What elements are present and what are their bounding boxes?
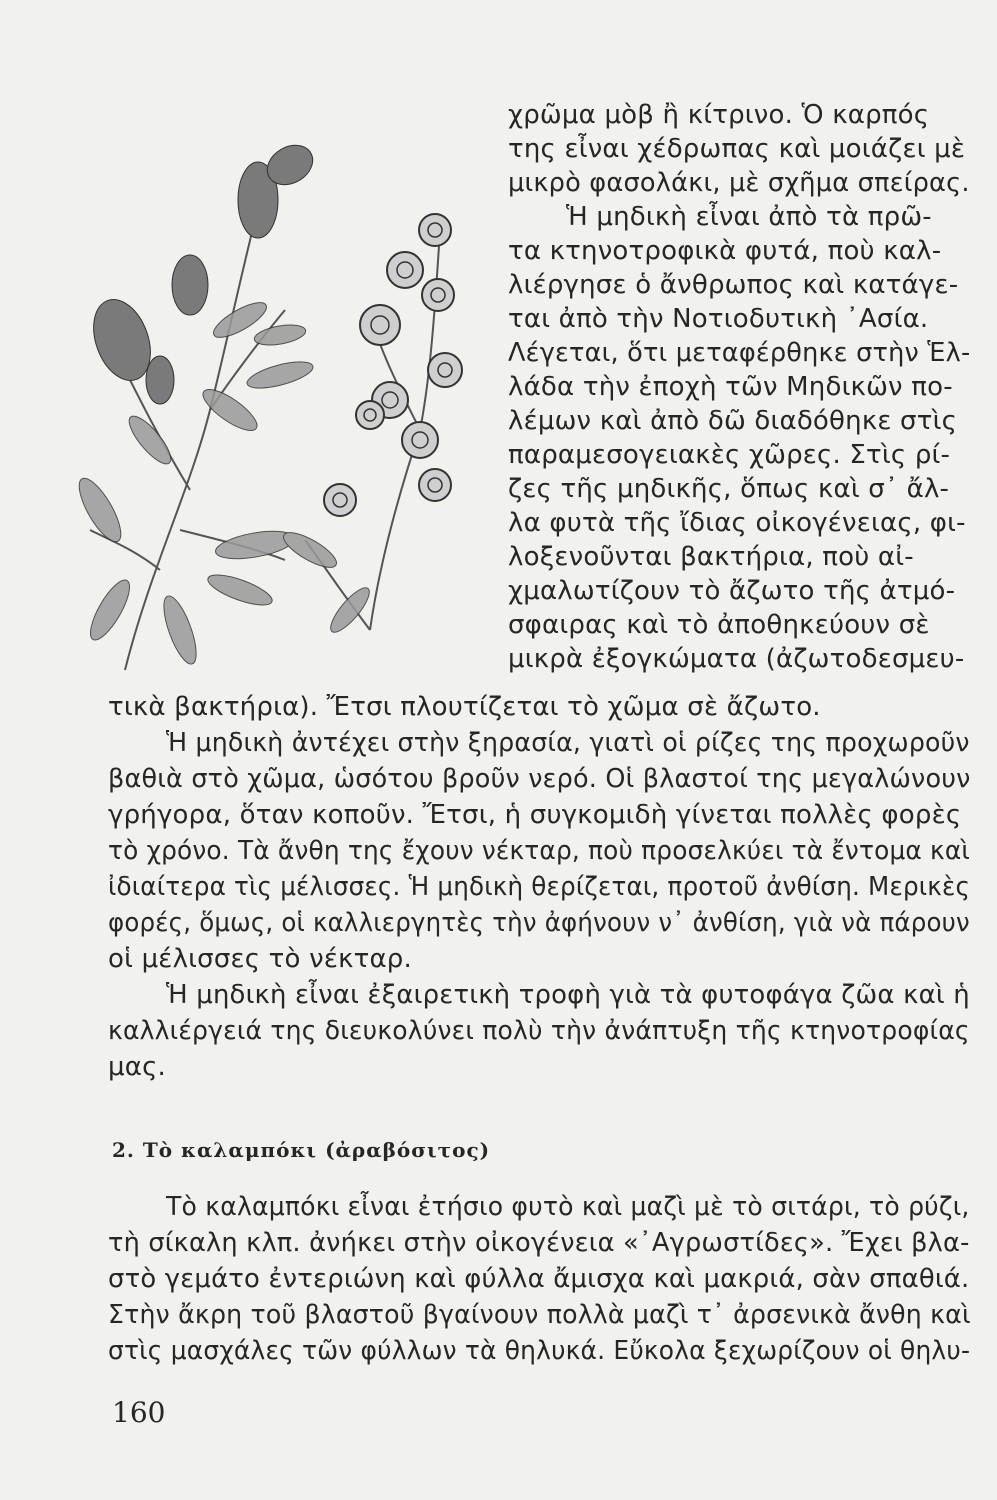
leaf [253, 322, 307, 349]
leaf [205, 569, 276, 611]
text-line: τα κτηνοτροφικὰ φυτά, ποὺ καλ- [508, 236, 942, 266]
text-line: χμαλωτίζουν τὸ ἄζωτο τῆς ἀτμό- [508, 576, 956, 606]
text-line: οἱ μέλισσες τὸ νέκταρ. [108, 944, 412, 974]
leaf [214, 526, 297, 564]
text-line: παραμεσογειακὲς χῶρες. Στὶς ρί- [508, 440, 951, 470]
text-line: γρήγορα, ὅταν κοποῦν. Ἔτσι, ἡ συγκομιδὴ γίνεται πολλὲς φορὲς [108, 800, 962, 830]
text-line: ζες τῆς μηδικῆς, ὅπως καὶ σ᾿ ἄλ- [508, 474, 950, 504]
text-line: μικρὰ ἐξογκώματα (ἀζωτοδεσμευ- [508, 644, 965, 674]
text-line: βαθιὰ στὸ χῶμα, ὡσότου βροῦν νερό. Οἱ βλαστοί της μεγαλώνουν [108, 764, 971, 794]
text-line: τικὰ βακτήρια). Ἔτσι πλουτίζεται τὸ χῶμα σὲ ἄζωτο. [108, 692, 821, 722]
text-line: στὸ γεμάτο ἐντεριώνη καὶ φύλλα ἄμισχα καὶ μακριά, σὰν σπαθιά. [108, 1264, 970, 1294]
text-line: λάδα τὴν ἐποχὴ τῶν Μηδικῶν πο- [508, 372, 953, 402]
alfalfa-illustration [40, 110, 490, 700]
text-line: σφαιρας καὶ τὸ ἀποθηκεύουν σὲ [508, 610, 930, 640]
text-line: λέμων καὶ ἀπὸ δῶ διαδόθηκε στὶς [508, 406, 958, 436]
leaf [279, 526, 341, 573]
text-line: μικρὸ φασολάκι, μὲ σχῆμα σπείρας. [508, 168, 970, 198]
seed-pod [422, 279, 454, 311]
text-line: φορές, ὅμως, οἱ καλλιεργητὲς τὴν ἀφήνουν ν᾿ ἀνθίση, γιὰ νὰ πάρουν [108, 908, 970, 938]
text-line: Ἡ μηδικὴ εἶναι ἐξαιρετικὴ τροφὴ γιὰ τὰ φυτοφάγα ζῶα καὶ ἡ [166, 980, 970, 1010]
text-line: ται ἀπὸ τὴν Νοτιοδυτικὴ ᾿Ασία. [508, 304, 929, 334]
seed-pod [419, 469, 451, 501]
seed-pod [419, 214, 451, 246]
text-line: μας. [108, 1052, 167, 1082]
page-number: 160 [112, 1396, 166, 1429]
text-line: λα φυτὰ τῆς ἴδιας οἰκογένειας, φι- [508, 508, 966, 538]
leaf [197, 383, 262, 438]
text-line: Ἡ μηδικὴ εἶναι ἀπὸ τὰ πρῶ- [566, 202, 932, 232]
text-line: τὴ σίκαλη κλπ. ἀνήκει στὴν οἰκογένεια «᾿Αγρωστίδες». Ἔχει βλα- [108, 1228, 970, 1258]
text-line: ἰδιαίτερα τὶς μέλισσες. Ἡ μηδικὴ θερίζεται, προτοῦ ἀνθίση. Μερικὲς [108, 872, 971, 902]
text-line: Τὸ καλαμπόκι εἶναι ἐτήσιο φυτὸ καὶ μαζὶ μὲ τὸ σιτάρι, τὸ ρύζι, [166, 1192, 970, 1222]
text-line: καλλιέργειά της διευκολύνει πολὺ τὴν ἀνάπτυξη τῆς κτηνοτροφίας [108, 1016, 970, 1046]
text-line: στὶς μασχάλες τῶν φύλλων τὰ θηλυκά. Εὔκολα ξεχωρίζουν οἱ θηλυ- [108, 1336, 971, 1366]
leaf [245, 357, 316, 394]
leaf [72, 473, 129, 547]
seed-pod [387, 252, 423, 288]
seed-pod [360, 305, 400, 345]
text-line: λοξενοῦνται βακτήρια, ποὺ αἰ- [508, 542, 914, 572]
text-line: Λέγεται, ὅτι μεταφέρθηκε στὴν Ἑλ- [508, 338, 971, 368]
text-line: Ἡ μηδικὴ ἀντέχει στὴν ξηρασία, γιατὶ οἱ ρίζες της προχωροῦν [166, 728, 970, 758]
seed-pod [356, 401, 384, 429]
text-line: Στὴν ἄκρη τοῦ βλαστοῦ βγαίνουν πολλὰ μαζὶ τ᾿ ἀρσενικὰ ἄνθη καὶ [108, 1300, 971, 1330]
text-line: λιέργησε ὁ ἄνθρωπος καὶ κατάγε- [508, 270, 959, 300]
section-heading: 2. Τὸ καλαμπόκι (ἀραβόσιτος) [112, 1138, 491, 1162]
seed-pod [428, 353, 462, 387]
text-line: χρῶμα μὸβ ἢ κίτρινο. Ὁ καρπός [508, 100, 930, 130]
text-line: τὸ χρόνο. Τὰ ἄνθη της ἔχουν νέκταρ, ποὺ προσελκύει τὰ ἔντομα καὶ [108, 836, 970, 866]
leaf [83, 575, 136, 645]
seed-pod [402, 422, 438, 458]
flower-spike [146, 356, 174, 404]
leaf [325, 583, 375, 637]
seed-pod [324, 484, 356, 516]
flower-spike [172, 255, 208, 315]
text-line: της εἶναι χέδρωπας καὶ μοιάζει μὲ [508, 134, 966, 164]
plant-stem [90, 530, 160, 570]
leaf [157, 592, 202, 667]
